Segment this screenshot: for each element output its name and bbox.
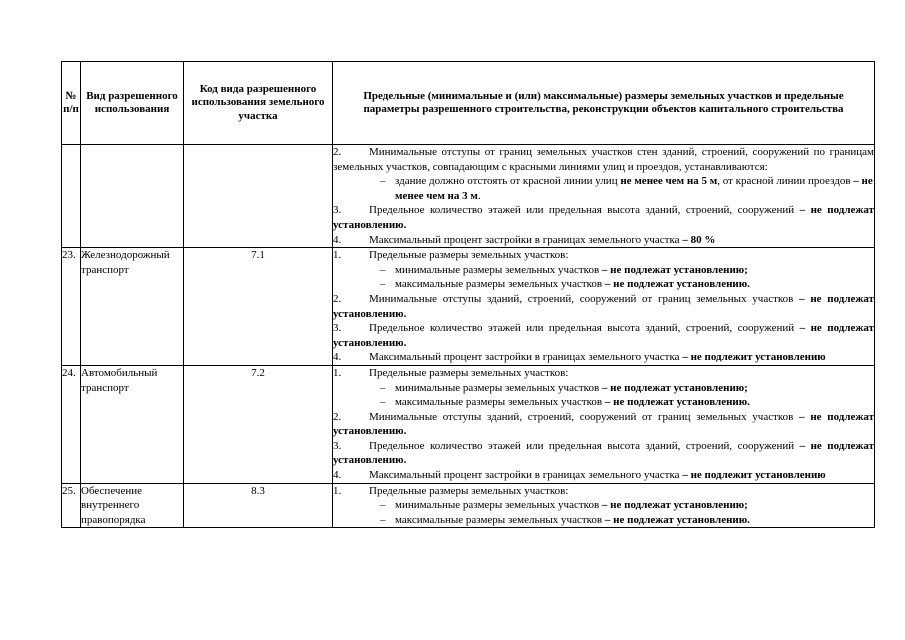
params-cell — [333, 145, 875, 248]
item-4: 4. Максимальный процент застройки в границах земельного участка – не подлежит установлению — [333, 469, 826, 482]
bullet-min: – минимальные размеры земельных участков – не подлежат установлению; — [380, 263, 748, 276]
row-num: 23. — [62, 248, 81, 366]
item-1: 1. Предельные размеры земельных участков: — [333, 366, 569, 379]
bullet-setback: – здание должно отстоять от красной линии улиц не менее чем на 5 м, от красной линии проездов – не менее чем на 3 м. — [380, 175, 873, 202]
row-type: Автомобильный транспорт — [81, 365, 184, 483]
row-num: 25. — [62, 483, 81, 528]
bullet-max: – максимальные размеры земельных участков – не подлежат установлению. — [380, 513, 750, 526]
item-3: 3. Предельное количество этажей или предельная высота зданий, строений, сооружений – не подлежат установлению. — [333, 204, 874, 231]
row-code: 8.3 — [184, 483, 333, 528]
item-3: 3. Предельное количество этажей или предельная высота зданий, строений, сооружений – не подлежат установлению. — [333, 439, 874, 467]
bullet-min: – минимальные размеры земельных участков – не подлежат установлению; — [380, 499, 748, 512]
params-cell — [333, 248, 875, 366]
item-1: 1. Предельные размеры земельных участков: — [333, 484, 569, 497]
regulations-table — [61, 61, 875, 528]
params-cell — [333, 365, 875, 483]
row-type: Обеспечение внутреннего правопорядка — [81, 483, 184, 528]
table-row — [62, 248, 875, 366]
table-row-continuation — [62, 145, 875, 248]
table-row — [62, 365, 875, 483]
item-4: 4. Максимальный процент застройки в границах земельного участка – 80 % — [333, 233, 716, 246]
bullet-max: – максимальные размеры земельных участков – не подлежат установлению. — [380, 278, 750, 291]
item-2: 2. Минимальные отступы зданий, строений, сооружений от границ земельных участков – не подлежат установлению. — [333, 410, 874, 438]
item-2: 2. Минимальные отступы зданий, строений, сооружений от границ земельных участков – не подлежат установлению. — [333, 292, 874, 320]
bullet-min: – минимальные размеры земельных участков – не подлежат установлению; — [380, 381, 748, 394]
header-type: Вид разрешенного использования — [81, 62, 184, 145]
bullet-max: – максимальные размеры земельных участков – не подлежат установлению. — [380, 396, 750, 409]
row-code: 7.1 — [184, 248, 333, 366]
header-params: Предельные (минимальные и (или) максимальные) размеры земельных участков и предельные параметры разрешенного строительства, реконструкции объектов капитального строительства — [333, 62, 875, 145]
header-row — [62, 62, 875, 145]
table-row — [62, 483, 875, 528]
item-4: 4. Максимальный процент застройки в границах земельного участка – не подлежит установлению — [333, 351, 826, 364]
row-code: 7.2 — [184, 365, 333, 483]
header-num: № п/п — [62, 62, 81, 145]
item-3: 3. Предельное количество этажей или предельная высота зданий, строений, сооружений – не подлежат установлению. — [333, 322, 874, 349]
header-code: Код вида разрешенного использования земельного участка — [184, 62, 333, 145]
params-cell — [333, 483, 875, 528]
row-type: Железнодорожный транспорт — [81, 248, 184, 366]
row-num: 24. — [62, 365, 81, 483]
item-2: 2. Минимальные отступы от границ земельных участков стен зданий, строений, сооружений по границам земельных участков, совпадающим с красными линиями улиц и проездов, устанавливаются: — [333, 146, 874, 173]
item-1: 1. Предельные размеры земельных участков: — [333, 249, 569, 262]
